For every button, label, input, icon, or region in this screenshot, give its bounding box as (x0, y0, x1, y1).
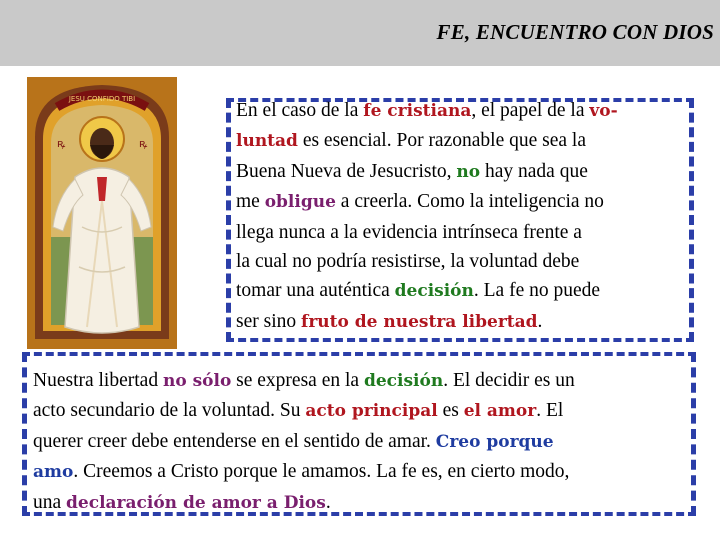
svg-text:ꝶ: ꝶ (57, 137, 66, 150)
title-bar (0, 0, 720, 66)
banner-text: JESU CONFIDO TIBI (68, 95, 136, 103)
slide-title: FE, ENCUENTRO CON DIOS (436, 20, 714, 44)
p2-line: querer creer debe entenderse en el sentido de amar. Creo porque (33, 430, 554, 452)
p1-line: ser sino fruto de nuestra libertad. (236, 310, 543, 332)
p1-line: la cual no podría resistirse, la voluntad debe (236, 251, 580, 273)
p2-line: Nuestra libertad no sólo se expresa en la decisión. El decidir es un (33, 370, 575, 391)
p1-line: En el caso de la fe cristiana, el papel de la vo- (236, 100, 618, 121)
second-paragraph (33, 366, 693, 518)
p2-line: amo. Creemos a Cristo porque le amamos. La fe es, en cierto modo, (33, 461, 570, 483)
first-paragraph (236, 96, 692, 337)
p1-line: tomar una auténtica decisión. La fe no puede (236, 280, 601, 302)
p1-line: luntad es esencial. Por razonable que sea la (236, 130, 586, 152)
p2-line: una declaración de amor a Dios. (33, 491, 331, 513)
christ-icon-image (27, 77, 177, 349)
p1-line: llega nunca a la evidencia intrínseca frente a (236, 221, 582, 243)
svg-text:ꝶ: ꝶ (139, 137, 148, 150)
p1-line: Buena Nueva de Jesucristo, no hay nada que (236, 160, 588, 182)
p1-line: me obligue a creerla. Como la inteligencia no (236, 191, 604, 213)
p2-line: acto secundario de la voluntad. Su acto principal es el amor. El (33, 400, 564, 422)
